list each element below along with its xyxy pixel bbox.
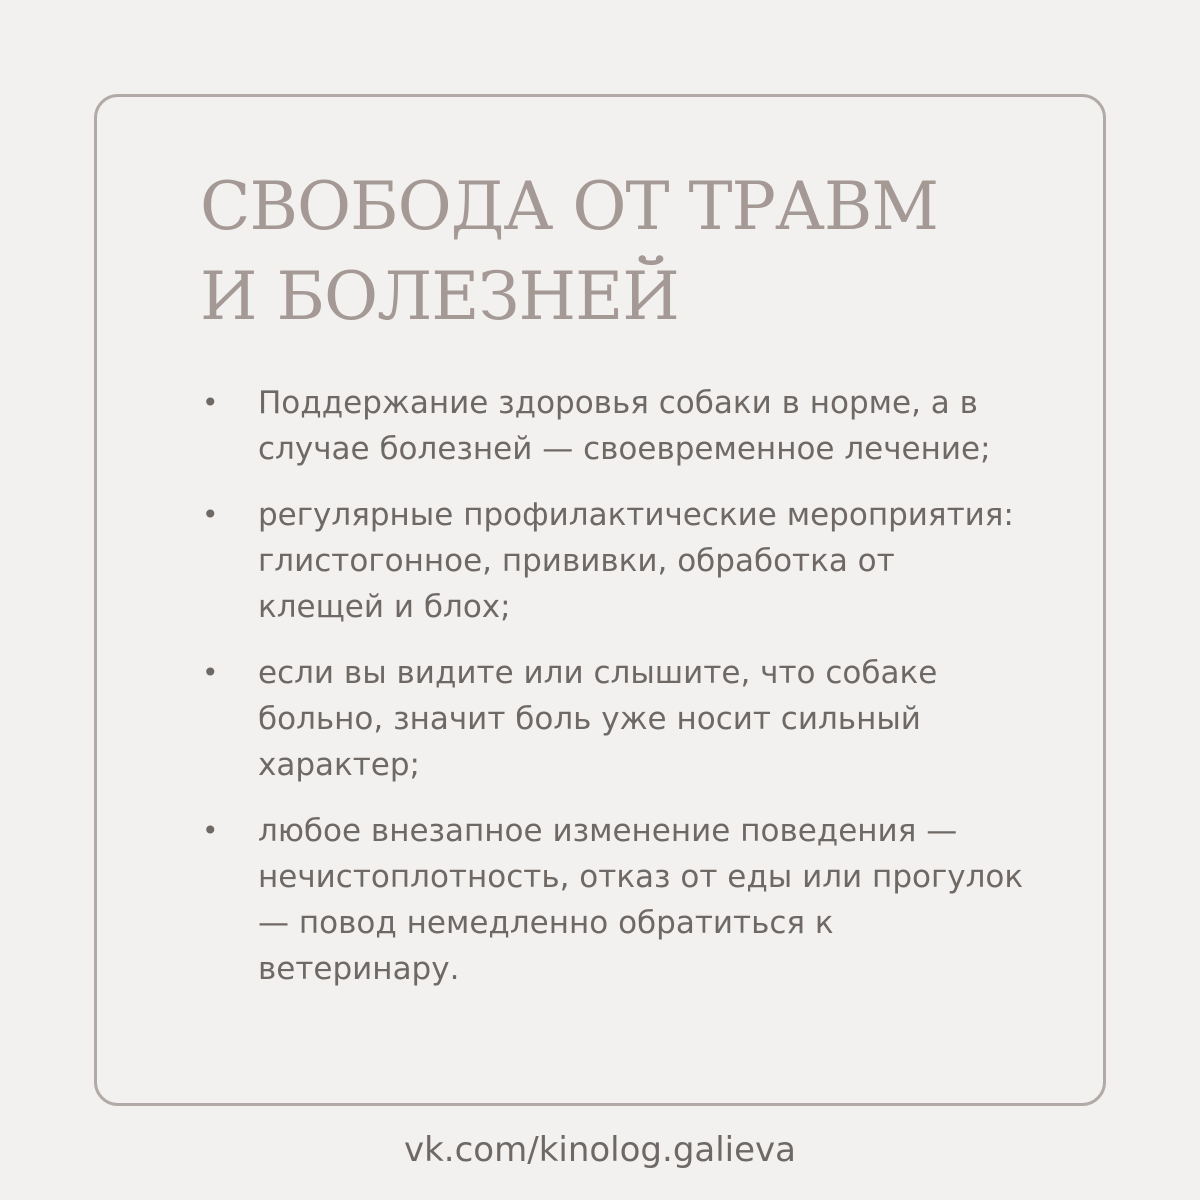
list-item — [200, 650, 1030, 788]
page-title — [200, 162, 1060, 342]
bullet-icon: • — [202, 656, 219, 689]
list-item — [200, 808, 1030, 992]
footer-link[interactable]: vk.com/kinolog.galieva — [404, 1130, 796, 1170]
list-item — [200, 492, 1030, 630]
list-item-text: если вы видите или слышите, что собаке больно, значит боль уже носит сильный характер; — [258, 655, 938, 783]
bullet-icon: • — [202, 386, 219, 419]
title-line-2: И БОЛЕЗНЕЙ — [200, 258, 679, 335]
bullet-icon: • — [202, 498, 219, 531]
list-item-text: любое внезапное изменение поведения — нечистоплотность, отказ от еды или прогулок — повод немедленно обратиться к ветеринару. — [258, 813, 1024, 987]
bullet-list — [200, 380, 1030, 1012]
list-item-text: регулярные профилактические мероприятия: глистогонное, прививки, обработка от клещей и блох; — [258, 497, 1014, 625]
list-item-text: Поддержание здоровья собаки в норме, а в случае болезней — своевременное лечение; — [258, 385, 991, 467]
title-line-1: СВОБОДА ОТ ТРАВМ — [200, 168, 938, 245]
bullet-icon: • — [202, 814, 219, 847]
list-item — [200, 380, 1030, 472]
